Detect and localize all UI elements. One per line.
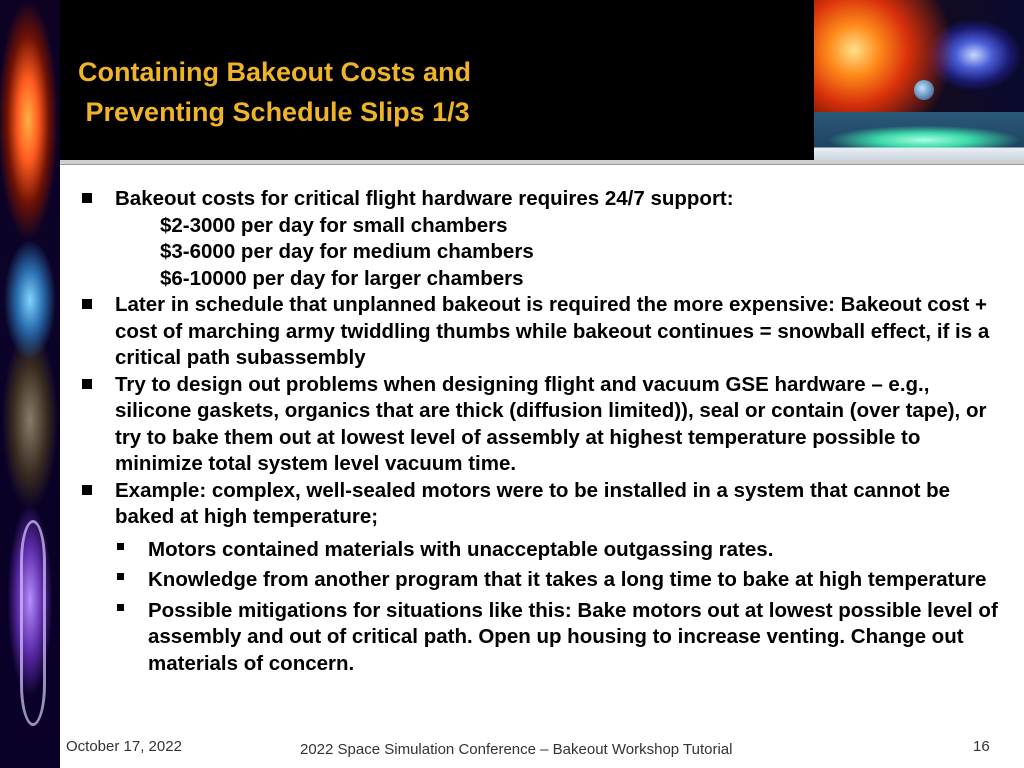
square-bullet-icon [82, 379, 92, 389]
small-square-bullet-icon [117, 543, 124, 550]
sub-bullet-item [60, 567, 1010, 594]
square-bullet-icon [82, 193, 92, 203]
bullet-item [60, 372, 1010, 478]
sub-bullet-text: Possible mitigations for situations like this: Bake motors out at lowest possible level of assembly and out of critical path. Open up housing to increase venting. Change out materials of concern. [148, 598, 998, 675]
bullet-text: Bakeout costs for critical flight hardware requires 24/7 support: [115, 187, 734, 210]
space-imagery-strip [0, 0, 60, 768]
sub-bullet-item [60, 537, 1010, 564]
earth-icon [914, 80, 934, 100]
small-square-bullet-icon [117, 573, 124, 580]
square-bullet-icon [82, 299, 92, 309]
footer-date: October 17, 2022 [66, 738, 182, 755]
bullet-text: Example: complex, well-sealed motors were to be installed in a system that cannot be baked at high temperature; [115, 478, 951, 528]
bullet-item [60, 292, 1010, 372]
sub-bullet-text: Knowledge from another program that it takes a long time to bake at high temperature [148, 568, 987, 591]
footer-conference: 2022 Space Simulation Conference – Bakeout Workshop Tutorial [300, 741, 733, 758]
sub-bullet-text: Motors contained materials with unacceptable outgassing rates. [148, 537, 774, 561]
slide-header [60, 0, 814, 160]
bullet-text: Later in schedule that unplanned bakeout is required the more expensive: Bakeout cost + cost of marching army twiddling thumbs while bakeout continues = snowball effect, if is a critical path subassembly [115, 293, 990, 369]
bullet-item [60, 186, 1010, 213]
cost-line: $3-6000 per day for medium chambers [160, 240, 534, 263]
small-square-bullet-icon [117, 604, 124, 611]
space-weather-image [814, 0, 1024, 162]
page-number: 16 [973, 738, 990, 755]
header-divider [60, 160, 1024, 165]
slide-body [60, 186, 1010, 677]
cost-line: $6-10000 per day for larger chambers [160, 266, 524, 290]
sub-bullet-item [60, 598, 1010, 678]
aurora-image [814, 112, 1024, 162]
cost-line: $2-3000 per day for small chambers [160, 213, 508, 237]
square-bullet-icon [82, 485, 92, 495]
bullet-text: Try to design out problems when designing flight and vacuum GSE hardware – e.g., silicone gaskets, organics that are thick (diffusion limited)), seal or contain (over tape), or try to bake them out at lowest level of assembly at highest temperature possible to minimize total system level vacuum time. [115, 372, 987, 475]
slide-title: Containing Bakeout Costs and Preventing Schedule Slips 1/3 [78, 57, 472, 127]
bullet-item [60, 478, 1010, 531]
